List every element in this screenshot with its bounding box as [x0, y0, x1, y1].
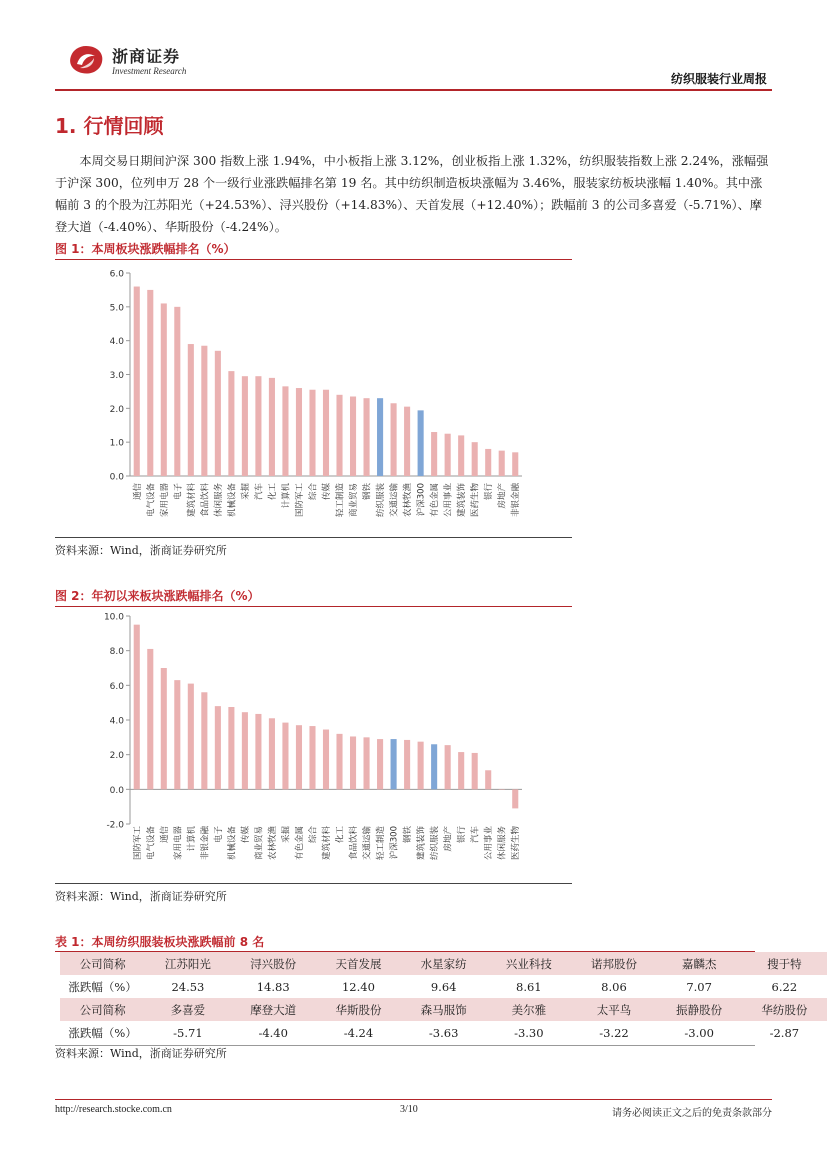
figure2-title: 图 2：年初以来板块涨跌幅排名（%）	[55, 589, 260, 603]
table-cell: 浔兴股份	[231, 952, 316, 975]
x-tick-label: 轻工制造	[335, 483, 346, 518]
y-tick-label: -2.0	[106, 820, 124, 831]
table-header-row	[60, 998, 827, 1021]
bar-轻工制造	[336, 395, 342, 476]
figure2-chart	[55, 608, 572, 882]
bar-公用事业	[485, 770, 491, 789]
x-tick-label: 建筑材料	[322, 826, 332, 861]
bar-电子	[215, 706, 221, 789]
table-cell: 兴业科技	[486, 952, 571, 975]
table-cell: 嘉麟杰	[657, 952, 742, 975]
x-tick-label: 纺织服装	[376, 483, 387, 518]
y-tick-label: 4.0	[109, 337, 124, 348]
x-tick-label: 钢铁	[362, 483, 373, 501]
figure2-source: 资料来源：Wind，浙商证券研究所	[55, 890, 227, 903]
x-tick-label: 综合	[308, 826, 319, 844]
x-tick-label: 沪深300	[389, 826, 400, 860]
company-logo	[66, 44, 106, 76]
bar-商业贸易	[255, 714, 261, 789]
x-tick-label: 有色金属	[430, 483, 441, 518]
bar-沪深300	[418, 410, 424, 476]
y-tick-label: 2.0	[109, 751, 124, 762]
bar-有色金属	[431, 432, 437, 476]
table-cell: 7.07	[657, 975, 742, 998]
x-tick-label: 电子	[213, 826, 224, 844]
x-tick-label: 医药生物	[511, 826, 522, 861]
table-cell: 搜于特	[742, 952, 827, 975]
bar-轻工制造	[377, 739, 383, 789]
bar-家用电器	[174, 680, 180, 789]
bar-机械设备	[228, 707, 234, 789]
x-tick-label: 通信	[132, 483, 143, 501]
header-divider	[55, 89, 772, 91]
x-tick-label: 通信	[159, 826, 170, 844]
table-cell: 诺邦股份	[571, 952, 656, 975]
bar-房地产	[499, 451, 505, 476]
bar-有色金属	[296, 725, 302, 789]
bar-交通运输	[391, 403, 397, 476]
figure2-bottom-rule	[55, 883, 572, 884]
bar-交通运输	[364, 737, 370, 789]
y-tick-label: 5.0	[109, 303, 124, 314]
x-tick-label: 商业贸易	[254, 826, 265, 861]
x-tick-label: 公用事业	[443, 483, 454, 518]
table-cell: 24.53	[145, 975, 230, 998]
table-cell: 水星家纺	[401, 952, 486, 975]
bar-食品饮料	[201, 346, 207, 476]
x-tick-label: 交通运输	[362, 826, 373, 861]
bar-医药生物	[512, 789, 518, 808]
x-tick-label: 农林牧渔	[267, 826, 278, 861]
bar-采掘	[242, 376, 248, 476]
x-tick-label: 钢铁	[403, 826, 414, 844]
figure1-chart	[55, 262, 572, 535]
table-cell: -3.63	[401, 1021, 486, 1044]
bar-电子	[174, 307, 180, 476]
x-tick-label: 汽车	[254, 483, 265, 501]
bar-计算机	[282, 386, 288, 476]
bar-农林牧渔	[269, 718, 275, 789]
bar-休闲服务	[215, 351, 221, 476]
bar-公用事业	[445, 434, 451, 476]
x-tick-label: 建筑装饰	[416, 826, 427, 861]
bar-银行	[458, 752, 464, 789]
bar-建筑材料	[188, 344, 194, 476]
x-tick-label: 化工	[335, 826, 346, 844]
table-value-row	[60, 975, 827, 998]
table-cell: 振静股份	[657, 998, 742, 1021]
table-cell: -3.00	[657, 1021, 742, 1044]
table-cell: 9.64	[401, 975, 486, 998]
x-tick-label: 汽车	[470, 826, 481, 844]
logo-text-en: Investment Research	[112, 66, 187, 76]
x-tick-label: 休闲服务	[497, 826, 508, 861]
x-tick-label: 机械设备	[227, 826, 238, 861]
table-cell: 华纺股份	[742, 998, 827, 1021]
figure1-title: 图 1：本周板块涨跌幅排名（%）	[55, 242, 236, 256]
table-cell: 天首发展	[316, 952, 401, 975]
table-cell: 摩登大道	[231, 998, 316, 1021]
page-number: 3/10	[400, 1104, 418, 1115]
section-title: 1. 行情回顾	[55, 114, 164, 138]
bar-纺织服装	[377, 398, 383, 476]
footer-disclaimer: 请务必阅读正文之后的免责条款部分	[612, 1108, 772, 1119]
bar-非银金融	[201, 692, 207, 789]
bar-沪深300	[391, 739, 397, 789]
bar-钢铁	[364, 398, 370, 476]
x-tick-label: 采掘	[281, 826, 292, 844]
x-tick-label: 沪深300	[416, 483, 427, 517]
bar-机械设备	[228, 371, 234, 476]
bar-建筑材料	[323, 730, 329, 790]
x-tick-label: 电气设备	[146, 826, 157, 861]
bar-钢铁	[404, 740, 410, 789]
bar-综合	[309, 390, 315, 476]
x-tick-label: 家用电器	[159, 483, 170, 518]
table-cell: -5.71	[145, 1021, 230, 1044]
x-tick-label: 计算机	[186, 826, 197, 852]
table-cell: 美尔雅	[486, 998, 571, 1021]
y-tick-label: 4.0	[109, 716, 124, 727]
table1-title: 表 1：本周纺织服装板块涨跌幅前 8 名	[55, 935, 265, 949]
figure1-source: 资料来源：Wind，浙商证券研究所	[55, 544, 227, 557]
table-cell: 6.22	[742, 975, 827, 998]
bar-非银金融	[512, 452, 518, 476]
figure1-top-rule	[55, 259, 572, 260]
logo-text-cn: 浙商证券	[112, 47, 181, 66]
table-cell: 8.06	[571, 975, 656, 998]
x-tick-label: 银行	[457, 826, 468, 844]
bar-汽车	[255, 376, 261, 476]
y-tick-label: 10.0	[103, 612, 124, 623]
bar-商业贸易	[350, 396, 356, 476]
bar-通信	[134, 287, 140, 476]
top8-stock-table	[60, 952, 827, 1044]
x-tick-label: 电气设备	[146, 483, 157, 518]
bar-休闲服务	[499, 789, 505, 790]
table-cell: 涨跌幅（%）	[60, 975, 145, 998]
x-tick-label: 医药生物	[470, 483, 481, 518]
y-tick-label: 0.0	[109, 472, 124, 483]
bar-国防军工	[296, 388, 302, 476]
bar-电气设备	[147, 649, 153, 789]
table-cell: 多喜爱	[145, 998, 230, 1021]
market-review-paragraph: 本周交易日期间沪深 300 指数上涨 1.94%，中小板指上涨 3.12%，创业板指上涨 1.32%，纺织服装指数上涨 2.24%，涨幅强于沪深 300，位列申万 28 个一级行业涨跌幅排名第 19 名。其中纺织制造板块涨幅为 3.46%，服装家纺板块涨幅 1.40%。其中涨幅前 3 的个股为江苏阳光（+24.53%）、浔兴股份（+14.83%）、天首发展（+12.40%）；跌幅前 3 的公司多喜爱（-5.71%）、摩登大道（-4.40%）、华斯股份（-4.24%）。	[55, 154, 769, 234]
table-cell: 江苏阳光	[145, 952, 230, 975]
bar-综合	[309, 726, 315, 789]
x-tick-label: 传媒	[322, 483, 332, 501]
x-tick-label: 国防军工	[294, 483, 305, 518]
table-cell: 森马服饰	[401, 998, 486, 1021]
bar-传媒	[242, 712, 248, 789]
bar-国防军工	[134, 625, 140, 790]
x-tick-label: 房地产	[443, 826, 454, 852]
table-cell: -3.30	[486, 1021, 571, 1044]
y-tick-label: 6.0	[109, 681, 124, 692]
x-tick-label: 房地产	[497, 483, 508, 509]
bar-医药生物	[472, 442, 478, 476]
bar-化工	[269, 378, 275, 476]
table-cell: -2.87	[742, 1021, 827, 1044]
x-tick-label: 食品饮料	[200, 483, 211, 518]
x-tick-label: 国防军工	[132, 826, 143, 861]
x-tick-label: 非银金融	[200, 826, 211, 861]
x-tick-label: 综合	[308, 483, 319, 501]
x-tick-label: 传媒	[240, 826, 251, 844]
bar-食品饮料	[350, 736, 356, 789]
y-tick-label: 3.0	[109, 371, 124, 381]
table-cell: 公司简称	[60, 952, 145, 975]
y-tick-label: 2.0	[109, 404, 124, 415]
x-tick-label: 有色金属	[294, 826, 305, 861]
figure2-top-rule	[55, 606, 572, 607]
bar-电气设备	[147, 290, 153, 476]
bar-传媒	[323, 390, 329, 476]
figure1-bottom-rule	[55, 537, 572, 538]
table-cell: 12.40	[316, 975, 401, 998]
bar-银行	[485, 449, 491, 476]
x-tick-label: 化工	[267, 483, 278, 501]
x-tick-label: 商业贸易	[349, 483, 360, 518]
table1-source: 资料来源：Wind，浙商证券研究所	[55, 1047, 227, 1060]
x-tick-label: 农林牧渔	[403, 483, 414, 518]
table-cell: -4.24	[316, 1021, 401, 1044]
bar-家用电器	[161, 303, 167, 476]
table-cell: 涨跌幅（%）	[60, 1021, 145, 1044]
x-tick-label: 建筑材料	[186, 483, 197, 518]
x-tick-label: 电子	[173, 483, 184, 501]
bar-采掘	[282, 723, 288, 790]
bar-汽车	[472, 753, 478, 789]
y-tick-label: 8.0	[109, 647, 124, 658]
report-title: 纺织服装行业周报	[670, 72, 767, 86]
x-tick-label: 家用电器	[173, 826, 184, 861]
bar-农林牧渔	[404, 407, 410, 476]
x-tick-label: 公用事业	[484, 826, 495, 861]
y-tick-label: 1.0	[109, 438, 124, 449]
x-tick-label: 轻工制造	[376, 826, 387, 861]
bar-纺织服装	[431, 744, 437, 789]
bar-化工	[336, 734, 342, 789]
x-tick-label: 建筑装饰	[457, 483, 468, 518]
bar-计算机	[188, 684, 194, 790]
x-tick-label: 非银金融	[511, 483, 522, 518]
bar-建筑装饰	[418, 742, 424, 790]
x-tick-label: 食品饮料	[349, 826, 360, 861]
table-cell: 8.61	[486, 975, 571, 998]
x-tick-label: 银行	[484, 483, 495, 501]
bar-房地产	[445, 745, 451, 789]
table-cell: -4.40	[231, 1021, 316, 1044]
x-tick-label: 休闲服务	[213, 483, 224, 518]
footer-divider	[55, 1099, 772, 1100]
x-tick-label: 计算机	[281, 483, 292, 509]
bar-建筑装饰	[458, 435, 464, 476]
y-tick-label: 6.0	[109, 269, 124, 280]
table-cell: 太平鸟	[571, 998, 656, 1021]
table-cell: 公司简称	[60, 998, 145, 1021]
table-cell: 14.83	[231, 975, 316, 998]
x-tick-label: 机械设备	[227, 483, 238, 518]
table-value-row	[60, 1021, 827, 1044]
table-header-row	[60, 952, 827, 975]
bar-通信	[161, 668, 167, 789]
x-tick-label: 纺织服装	[430, 826, 441, 861]
y-tick-label: 0.0	[109, 785, 124, 796]
table-cell: 华斯股份	[316, 998, 401, 1021]
x-tick-label: 采掘	[240, 483, 251, 501]
x-tick-label: 交通运输	[389, 483, 400, 518]
footer-url[interactable]: http://research.stocke.com.cn	[55, 1104, 172, 1115]
table-cell: -3.22	[571, 1021, 656, 1044]
